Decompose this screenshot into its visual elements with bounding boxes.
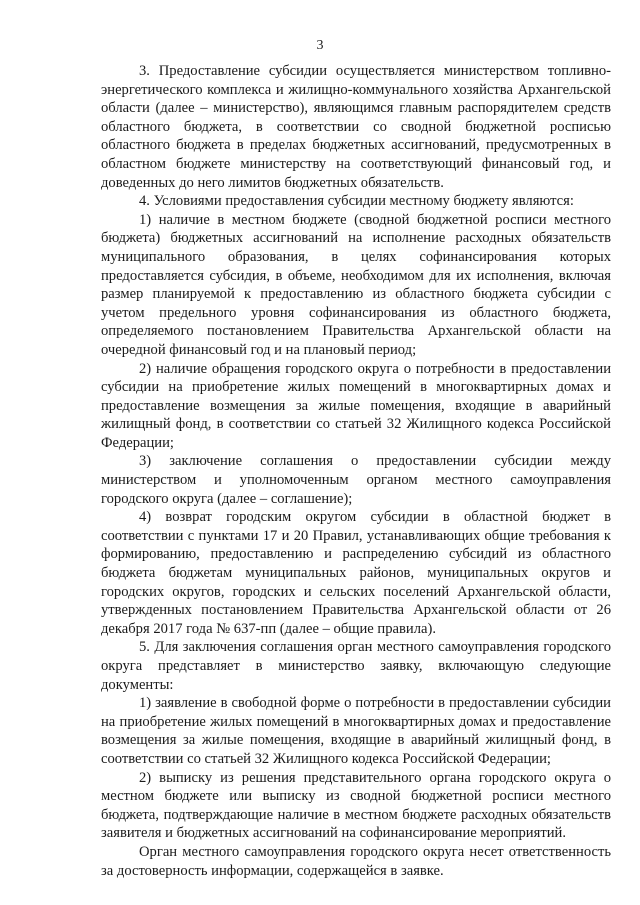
paragraph-4-item-3: 3) заключение соглашения о предоставлении субсидии между министерством и уполномоченным органом местного самоуправления городского округа (далее – соглашение);: [101, 453, 611, 507]
paragraph-5-item-1: 1) заявление в свободной форме о потребности в предоставлении субсидии на приобретение жилых помещений в многоквартирных домах и предоставление возмещения за жилые помещения, входящие в аварийный жилищный фонд, в соответствии со статьей 32 Жилищного кодекса Российской Федерации;: [101, 695, 611, 767]
page-number: 3: [316, 38, 324, 53]
paragraph-4-item-1: 1) наличие в местном бюджете (сводной бюджетной росписи местного бюджета) бюджетных ассигнований на исполнение расходных обязательств муниципального образования, в целях софинансирования которых предоставляется субсидия, в объеме, необходимом для их исполнения, включая размер планируемой к предоставлению из областного бюджета субсидии с учетом предельного уровня софинансирования из областного бюджета, определяемого постановлением Правительства Архангельской области на очередной финансовый год и на плановый период;: [101, 211, 611, 358]
paragraph-4: 4. Условиями предоставления субсидии местному бюджету являются:: [139, 193, 574, 210]
paragraph-4-item-4: 4) возврат городским округом субсидии в областной бюджет в соответствии с пунктами 17 и 20 Правил, устанавливающих общие требования к формированию, предоставлению и распределению субсидий из областного бюджета бюджетам муниципальных районов, муниципальных округов и городских округов, городских и сельских поселений Архангельской области, утвержденных постановлением Правительства Архангельской области от 26 декабря 2017 года № 637-пп (далее – общие правила).: [101, 509, 611, 637]
paragraph-5: 5. Для заключения соглашения орган местного самоуправления городского округа представляет в министерство заявку, включающую следующие документы:: [101, 639, 611, 693]
document-body: [101, 62, 611, 880]
paragraph-4-item-2: 2) наличие обращения городского округа о потребности в предоставлении субсидии на приобретение жилых помещений в многоквартирных домах и предоставление возмещения за жилые помещения, входящие в аварийный жилищный фонд, в соответствии со статьей 32 Жилищного кодекса Российской Федерации;: [101, 360, 611, 451]
paragraph-3: 3. Предоставление субсидии осуществляется министерством топливно-энергетического комплекса и жилищно-коммунального хозяйства Архангельской области (далее – министерство), являющимся главным распорядителем средств областного бюджета, в соответствии со сводной бюджетной росписью областного бюджета в пределах бюджетных ассигнований, предусмотренных в областном бюджете министерству на соответствующий финансовый год, и доведенных до него лимитов бюджетных обязательств.: [101, 63, 611, 191]
responsibility-paragraph: Орган местного самоуправления городского округа несет ответственность за достоверность информации, содержащейся в заявке.: [101, 843, 611, 879]
paragraph-5-item-2: 2) выписку из решения представительного органа городского округа о местном бюджете или выписку из сводной бюджетной росписи местного бюджета, подтверждающие наличие в местном бюджете расходных обязательств заявителя и бюджетных ассигнований на софинансирование мероприятий.: [101, 769, 611, 842]
